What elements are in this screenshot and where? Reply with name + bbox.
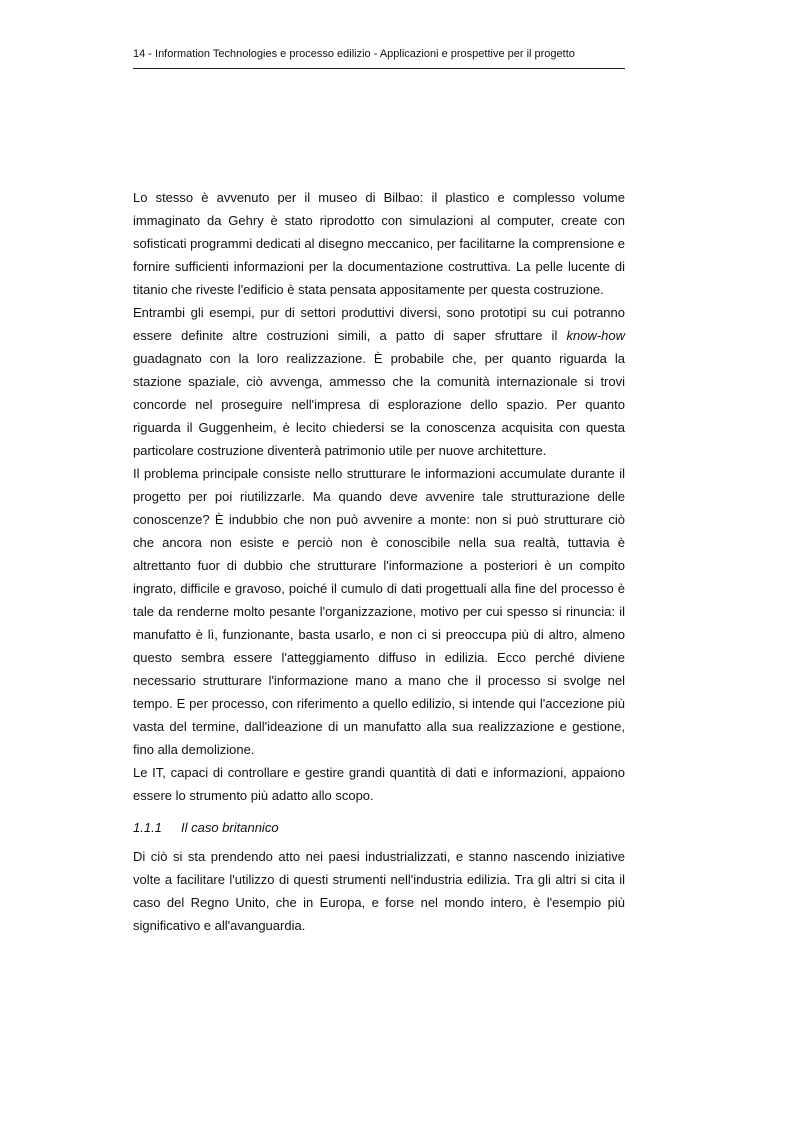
main-text — [133, 186, 625, 937]
paragraph-main-problem: Il problema principale consiste nello strutturare le informazioni accumulate durante il progetto per poi riutilizzarle. Ma quando deve avvenire tale strutturazione delle conoscenze? È indubbio che non può avvenire a monte: non si può strutturare ciò che ancora non esiste e perciò non è conoscibile nella sua realtà, tuttavia è altrettanto fuor di dubbio che strutturare l'informazione a posteriori è un compito ingrato, difficile e gravoso, poiché il cumulo di dati progettuali alla fine del processo è tale da renderne molto pesante l'organizzazione, motivo per cui spesso si rinuncia: il manufatto è lì, funzionante, basta usarlo, e non ci si preoccupa più di altro, almeno questo sembra essere l'atteggiamento diffuso in edilizia. Ecco perché diviene necessario strutturare l'informazione mano a mano che il processo si svolge nel tempo. E per processo, con riferimento a quello edilizio, si intende qui l'accezione più vasta del termine, dall'ideazione di un manufatto alla sua realizzazione e gestione, fino alla demolizione. — [133, 466, 625, 757]
paragraph-it-tools: Le IT, capaci di controllare e gestire grandi quantità di dati e informazioni, appaiono essere lo strumento più adatto allo scopo. — [133, 765, 625, 803]
running-header-text: 14 - Information Technologies e processo edilizio - Applicazioni e prospettive per il progetto — [133, 48, 575, 60]
section-heading — [133, 818, 625, 838]
page-header — [133, 46, 625, 69]
paragraph-prototypes-start: Entrambi gli esempi, pur di settori produttivi diversi, sono prototipi su cui potranno essere definite altre costruzioni simili, a patto di saper sfruttare il — [133, 305, 625, 343]
know-how-term: know-how — [566, 328, 625, 343]
section-number: 1.1.1 — [133, 820, 162, 835]
paragraph-prototypes — [133, 301, 625, 462]
paragraph-uk-case: Di ciò si sta prendendo atto nei paesi industrializzati, e stanno nascendo iniziative volte a facilitare l'utilizzo di questi strumenti nell'industria edilizia. Tra gli altri si cita il caso del Regno Unito, che in Europa, e forse nel mondo intero, è l'esempio più significativo e all'avanguardia. — [133, 849, 625, 933]
paragraph-prototypes-end: guadagnato con la loro realizzazione. È probabile che, per quanto riguarda la stazione spaziale, ciò avvenga, ammesso che la comunità internazionale si trovi concorde nel proseguire nell'impresa di esplorazione dello spazio. Per quanto riguarda il Guggenheim, è lecito chiedersi se la conoscenza acquisita con questa particolare costruzione diventerà patrimonio utile per nuove architetture. — [133, 351, 625, 458]
paragraph-bilbao: Lo stesso è avvenuto per il museo di Bilbao: il plastico e complesso volume immaginato da Gehry è stato riprodotto con simulazioni al computer, create con sofisticati programmi dedicati al disegno meccanico, per facilitarne la comprensione e fornire sufficienti informazioni per la documentazione costruttiva. La pelle lucente di titanio che riveste l'edificio è stata pensata appositamente per questa costruzione. — [133, 190, 625, 297]
section-title: Il caso britannico — [181, 820, 279, 835]
